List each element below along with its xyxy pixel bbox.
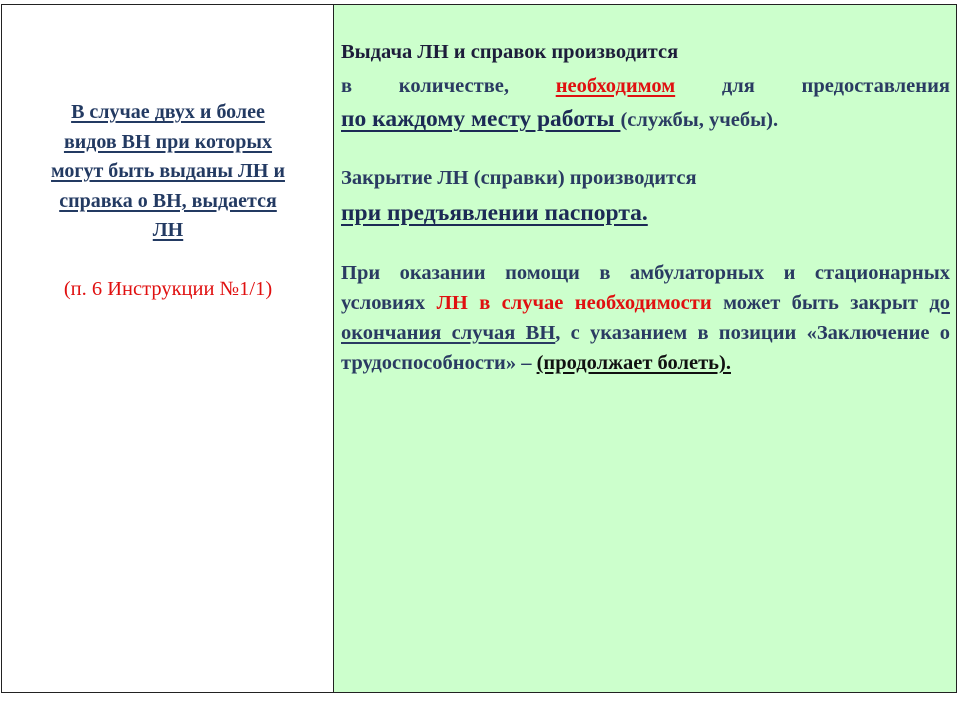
instruction-reference: (п. 6 Инструкции №1/1) (63, 278, 273, 300)
right-cell (334, 5, 956, 692)
continues-sick-segment: (продолжает болеть). (536, 352, 731, 374)
red-segment: ЛН в случае необходимости (436, 292, 712, 314)
word: для (721, 75, 755, 97)
left-line: видов ВН при которых (63, 130, 273, 153)
closure-title: Закрытие ЛН (справки) производится (341, 167, 697, 189)
left-line: В случае двух и более (71, 101, 265, 123)
left-line: ЛН (152, 219, 184, 241)
left-condition-text (8, 98, 328, 246)
word: количестве, (398, 75, 509, 97)
text-segment: , с указанием в позиции «Заключение о трудоспособности» – (341, 322, 951, 374)
text-segment: может быть закрыт (711, 292, 930, 314)
necessary-highlight: необходимом (555, 75, 676, 97)
closure-line-2 (341, 195, 950, 232)
left-cell (2, 5, 334, 692)
content-table (1, 4, 957, 693)
underlined-segment: до окончания случая ВН (341, 292, 950, 344)
passport-emphasis: при предъявлении паспорта. (341, 200, 648, 226)
left-line: могут быть выданы ЛН и (51, 160, 285, 182)
word: предоставления (801, 75, 950, 97)
left-line: справка о ВН, выдается (59, 189, 277, 212)
word: в (341, 75, 353, 97)
early-closure-paragraph (341, 258, 950, 378)
issuance-tail: (службы, учебы). (620, 109, 779, 131)
issuance-line-3 (341, 103, 950, 136)
issuance-line-2 (341, 72, 950, 100)
text-segment: При оказании помощи в амбулаторных и стационарных условиях (341, 262, 950, 314)
issuance-title: Выдача ЛН и справок производится (341, 41, 679, 63)
each-workplace-emphasis: по каждому месту работы (341, 106, 621, 132)
